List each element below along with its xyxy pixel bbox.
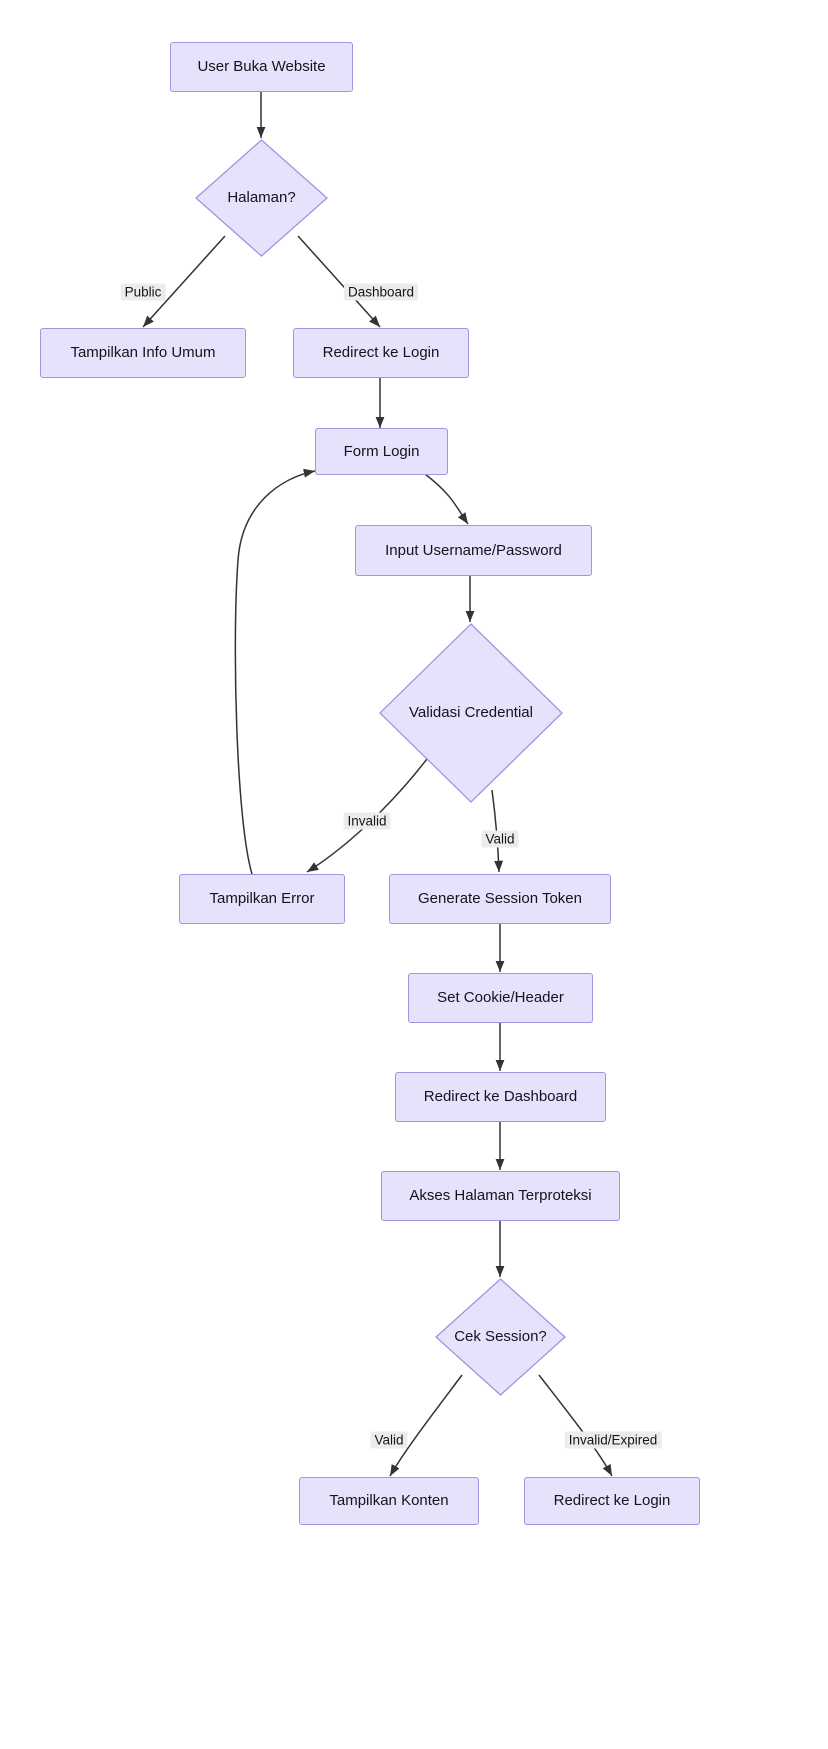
node-form-login[interactable]: [315, 428, 448, 475]
node-label: Input Username/Password: [385, 541, 562, 559]
node-validasi-credential-decision[interactable]: [379, 623, 563, 803]
node-redirect-ke-login-2[interactable]: [524, 1477, 700, 1525]
node-label: Form Login: [343, 442, 420, 460]
node-akses-halaman-terproteksi[interactable]: [381, 1171, 620, 1221]
node-tampilkan-konten[interactable]: [299, 1477, 479, 1525]
edge-label-invalid: Invalid: [343, 813, 390, 830]
node-label: Cek Session?: [454, 1328, 547, 1345]
node-halaman-decision[interactable]: [195, 139, 328, 257]
node-label: Redirect ke Dashboard: [423, 1088, 578, 1105]
node-label: Generate Session Token: [418, 890, 582, 907]
node-redirect-ke-login-1[interactable]: [293, 328, 469, 378]
edge-label-public: Public: [121, 284, 166, 301]
node-redirect-ke-dashboard[interactable]: [395, 1072, 606, 1122]
node-set-cookie-header[interactable]: [408, 973, 593, 1023]
edge-error-to-form: [235, 471, 315, 874]
edge-label-invalid-expired: Invalid/Expired: [565, 1432, 662, 1449]
node-label: Tampilkan Konten: [329, 1492, 449, 1509]
node-cek-session-decision[interactable]: [435, 1278, 566, 1396]
node-label: Halaman?: [227, 189, 296, 206]
node-user-buka-website[interactable]: [170, 42, 353, 92]
node-label: User Buka Website: [197, 58, 326, 75]
node-tampilkan-info-umum[interactable]: [40, 328, 246, 378]
edge-label-session-valid: Valid: [370, 1432, 407, 1449]
edge-label-dashboard: Dashboard: [344, 284, 418, 301]
node-label: Redirect ke Login: [553, 1492, 671, 1509]
edge-form-to-input: [425, 474, 468, 524]
node-label: Validasi Credential: [409, 704, 533, 721]
node-label: Redirect ke Login: [322, 344, 440, 361]
node-label: Tampilkan Info Umum: [70, 344, 216, 361]
node-input-credential[interactable]: [355, 525, 592, 576]
node-label: Akses Halaman Terproteksi: [409, 1187, 592, 1204]
edge-label-valid: Valid: [481, 831, 518, 848]
node-label: Set Cookie/Header: [437, 989, 564, 1006]
node-label: Tampilkan Error: [209, 890, 315, 907]
node-tampilkan-error[interactable]: [179, 874, 345, 924]
node-generate-session-token[interactable]: [389, 874, 611, 924]
